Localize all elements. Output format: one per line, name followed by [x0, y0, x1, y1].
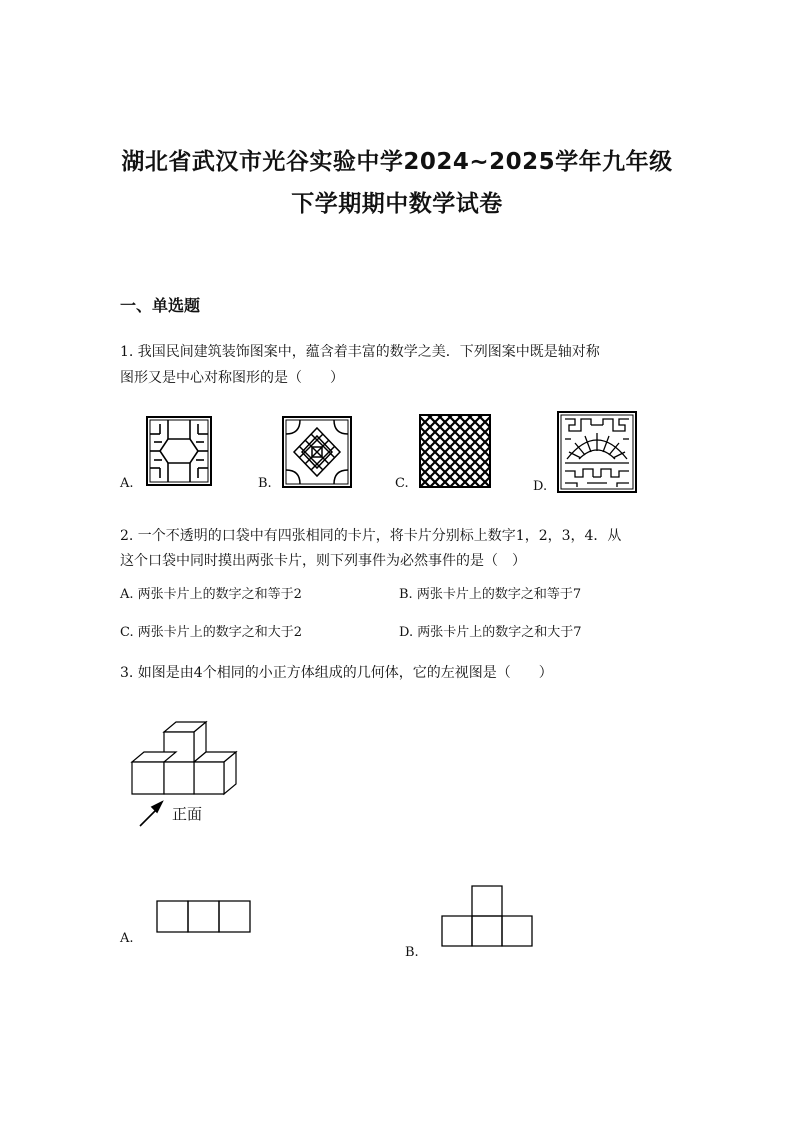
q1-label-d: D. — [533, 479, 548, 494]
q3-label-a: A. — [120, 931, 134, 946]
exam-title-line1: 湖北省武汉市光谷实验中学2024~2025学年九年级 — [121, 149, 673, 175]
q3-option-b-figure — [441, 885, 533, 948]
q2-option-d: D. 两张卡片上的数字之和大于7 — [399, 625, 582, 640]
q1-label-c: C. — [395, 476, 409, 491]
q3-label-b: B. — [405, 945, 419, 960]
pattern-d-figure — [557, 411, 637, 493]
q2-option-c: C. 两张卡片上的数字之和大于2 — [120, 625, 303, 640]
front-view-label: 正面 — [172, 805, 203, 823]
question-3-line1: 3. 如图是由4个相同的小正方体组成的几何体，它的左视图是（ ） — [120, 665, 553, 681]
q1-label-b: B. — [258, 476, 272, 491]
pattern-b-figure — [282, 416, 352, 488]
q3-option-a-figure — [156, 900, 252, 934]
pattern-a-figure — [146, 416, 212, 486]
question-2-line1: 2. 一个不透明的口袋中有四张相同的卡片，将卡片分别标上数字1，2，3，4．从 — [120, 528, 622, 544]
question-2-line2: 这个口袋中同时摸出两张卡片，则下列事件为必然事件的是（ ） — [120, 553, 526, 569]
q2-option-b: B. 两张卡片上的数字之和等于7 — [399, 587, 582, 602]
question-1-line2: 图形又是中心对称图形的是（ ） — [120, 370, 344, 386]
pattern-c-figure — [419, 414, 491, 488]
exam-title-line2: 下学期期中数学试卷 — [291, 191, 503, 217]
question-1-line1: 1. 我国民间建筑装饰图案中，蕴含着丰富的数学之美．下列图案中既是轴对称 — [120, 344, 600, 360]
section-heading: 一、单选题 — [120, 296, 201, 315]
q1-label-a: A. — [120, 476, 134, 491]
q2-option-a: A. 两张卡片上的数字之和等于2 — [120, 587, 302, 602]
